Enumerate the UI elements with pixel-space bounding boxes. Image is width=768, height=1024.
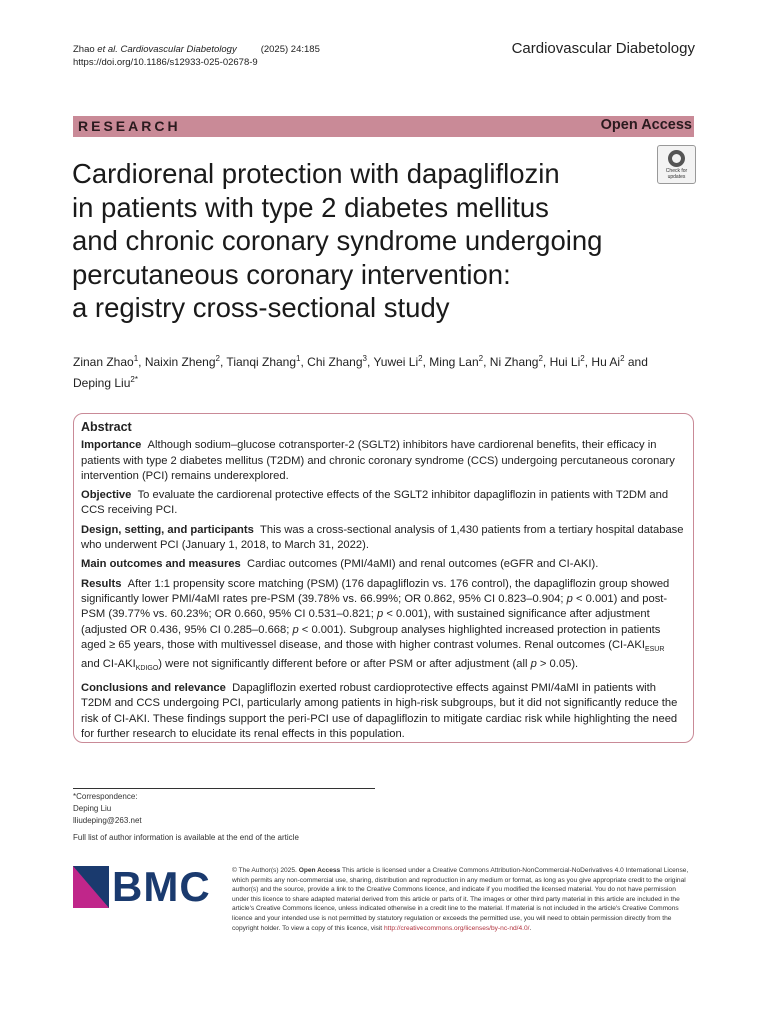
author-name[interactable]: , Ni Zhang xyxy=(483,355,539,369)
article-title xyxy=(72,157,647,325)
author-name[interactable]: , Hu Ai xyxy=(584,355,621,369)
bmc-logo-text: BMC xyxy=(112,863,211,910)
author-info-note: Full list of author information is available at the end of the article xyxy=(73,833,299,842)
title-line: and chronic coronary syndrome undergoing xyxy=(72,225,603,256)
correspondence-email[interactable]: lliudeping@263.net xyxy=(73,816,142,825)
check-for-updates-button[interactable] xyxy=(657,145,696,184)
author-name[interactable]: , Hui Li xyxy=(542,355,581,369)
author-name[interactable]: , Ming Lan xyxy=(422,355,479,369)
footnote-divider xyxy=(73,788,375,789)
author-name[interactable]: Deping Liu xyxy=(73,376,131,390)
citation-header xyxy=(73,43,320,69)
author-name[interactable]: , Naixin Zheng xyxy=(138,355,216,369)
article-type-label: RESEARCH xyxy=(78,118,181,134)
license-link[interactable]: http://creativecommons.org/licenses/by-nc-nd/4.0/ xyxy=(383,924,530,932)
abstract-importance: Importance Although sodium–glucose cotransporter-2 (SGLT2) inhibitors have cardiorenal benefits, their efficacy in patients with type 2 diabetes mellitus (T2DM) and chronic coronary syndrome (CCS) undergoing percutaneous coronary intervention (PCI) remains underexplored. xyxy=(81,439,675,482)
check-updates-label: updates xyxy=(667,174,686,180)
abstract-design: Design, setting, and participants This was a cross-sectional analysis of 1,430 patients from a tertiary hospital database who underwent PCI (January 1, 2018, to March 31, 2022). xyxy=(81,523,684,552)
abstract-results: Results After 1:1 propensity score matching (PSM) (176 dapagliflozin vs. 176 control), the dapagliflozin group showed significantly lower PMI/4aMI rates pre-PSM (39.78% vs. 66.99%; OR 0.862, 95% CI 0.823–0.904; p < 0.001) and post-PSM (39.77% vs. 60.23%; OR 0.660, 95% CI 0.531–0.821; p < 0.001), with sustained significance after adjustment (adjusted OR 0.436, 95% CI 0.285–0.668; p < 0.001). Subgroup analyses highlighted increased protection in patients aged ≥ 65 years, those with multivessel disease, and those with higher contrast volumes. Renal outcomes ($CI-AKI_{ESUR}$ and $CI-AKI_{KDIGO}$) were not significantly different before or after PSM or after adjustment (all p > 0.05). xyxy=(81,577,670,673)
abstract-outcomes: Main outcomes and measures Cardiac outcomes (PMI/4aMI) and renal outcomes (eGFR and CI-AKI). xyxy=(81,558,599,571)
check-updates-label: Check for xyxy=(665,168,688,174)
abstract-objective: Objective To evaluate the cardiorenal protective effects of the SGLT2 inhibitor dapagliflozin in patients with T2DM and CCS receiving PCI. xyxy=(81,489,669,517)
open-access-label: Open Access xyxy=(600,117,692,133)
correspondence-name: Deping Liu xyxy=(73,804,112,813)
bmc-logo-icon xyxy=(73,866,109,908)
abstract-heading: Abstract xyxy=(81,420,132,434)
author-name[interactable]: , Chi Zhang xyxy=(300,355,363,369)
author-name[interactable]: Zinan Zhao xyxy=(73,355,134,369)
author-name[interactable]: , Yuwei Li xyxy=(367,355,419,369)
doi-link[interactable]: https://doi.org/10.1186/s12933-025-02678-9 xyxy=(73,57,258,68)
title-line: in patients with type 2 diabetes mellitus xyxy=(72,191,549,223)
citation-year: (2025) 24:185 xyxy=(260,44,320,55)
abstract-conclusions: Conclusions and relevance Dapagliflozin exerted robust cardioprotective effects against PMI/4aMI in patients with T2DM and CCS undergoing PCI, particularly among patients in high-risk subgroups, but it did not significantly reduce the risk of CI-AKI. These findings support the peri-PCI use of dapagliflozin to mitigate cardiac risk while highlighting the need for further research to elucidate its renal effects in this population. xyxy=(81,681,678,740)
journal-name: Cardiovascular Diabetology xyxy=(511,40,695,57)
author-list: Zinan Zhao$^1$, Naixin Zheng$^2$, Tianqi Zhang$^1$, Chi Zhang$^3$, Yuwei Li$^2$, Ming Lan$^2$, Ni Zhang$^2$, Hui Li$^2$, Hu Ai$^2$ and Deping Liu$^{2*}$ xyxy=(73,354,648,390)
abstract-box xyxy=(73,413,694,743)
title-line: Cardiorenal protection with dapagliflozin xyxy=(72,158,560,189)
title-line: a registry cross-sectional study xyxy=(72,292,450,323)
author-name[interactable]: , Tianqi Zhang xyxy=(219,355,297,369)
correspondence-label: *Correspondence: xyxy=(73,792,138,801)
correspondence xyxy=(73,791,142,827)
citation-journal: et al. Cardiovascular Diabetology xyxy=(97,44,237,55)
title-line: percutaneous coronary intervention: xyxy=(72,258,511,290)
license-text: © The Author(s) 2025. Open Access This article is licensed under a Creative Commons Attribution-NonCommercial-NoDerivatives 4.0 International License, which permits any non-commercial use, sharing, distribution and reproduction in any medium or format, as long as you give appropriate credit to the original author(s) and the source, provide a link to the Creative Commons licence, and indicate if you modified the licensed material. You do not have permission under this licence to share adapted material derived from this article or parts of it. The images or other third party material in this article are included in the article's Creative Commons licence, unless indicated otherwise in a credit line to the material. If material is not included in the article's Creative Commons licence and your intended use is not permitted by statutory regulation or exceeds the permitted use, you will need to obtain permission directly from the copyright holder. To view a copy of this licence, visit http://creativecommons.org/licenses/by-nc-nd/4.0/. xyxy=(232,867,689,932)
citation-authors: Zhao xyxy=(73,44,98,55)
